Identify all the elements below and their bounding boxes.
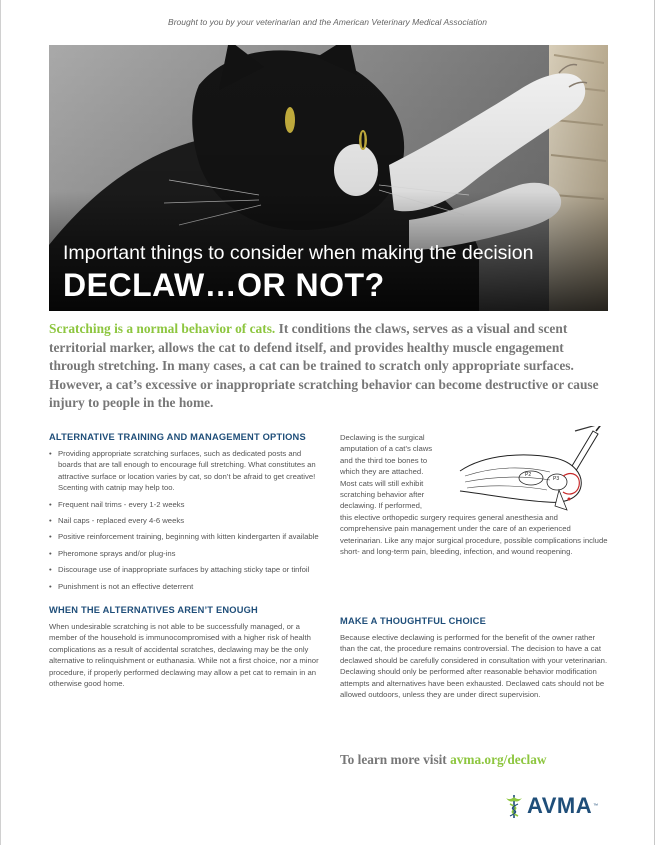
learn-more-link[interactable]: avma.org/declaw bbox=[450, 752, 547, 767]
list-item: • Positive reinforcement training, beginning with kitten kindergarten if available bbox=[49, 531, 321, 542]
list-item: • Discourage use of inappropriate surfaces by attaching sticky tape or tinfoil bbox=[49, 564, 321, 575]
learn-more bbox=[340, 752, 546, 768]
avma-wordmark: AVMA bbox=[527, 793, 593, 818]
p2-label: P2 bbox=[525, 472, 532, 478]
declawing-line: Declawing is the surgical bbox=[340, 433, 425, 442]
list-item: • Nail caps - replaced every 4-6 weeks bbox=[49, 515, 321, 526]
right-column bbox=[340, 432, 608, 700]
declawing-line: and the third toe bones to bbox=[340, 455, 428, 465]
trademark-symbol: ™ bbox=[593, 803, 599, 809]
left-column bbox=[49, 432, 321, 690]
intro-lead: Scratching is a normal behavior of cats. bbox=[49, 321, 276, 336]
declawing-line: Most cats will still exhibit bbox=[340, 478, 424, 488]
hero-title: DECLAW…OR NOT? bbox=[63, 267, 385, 303]
thoughtful-heading: MAKE A THOUGHTFUL CHOICE bbox=[340, 616, 486, 626]
list-item: • Punishment is not an effective deterrent bbox=[49, 581, 321, 592]
alternatives-list bbox=[49, 448, 321, 592]
list-item: • Frequent nail trims - every 1-2 weeks bbox=[49, 499, 321, 510]
declawing-line: declawing. If performed, bbox=[340, 501, 423, 511]
caduceus-icon bbox=[504, 793, 524, 819]
intro-paragraph bbox=[49, 320, 609, 413]
not-enough-body: When undesirable scratching is not able to be successfully managed, or a member of the household is immunocompromised with a higher risk of health complications as a result of accidental scratches, declawing may be the only alternative to relinquishment or euthanasia. While not a first choice, nor a minor procedure, if properly performed declawing may allow a pet cat to remain in an otherwise good home. bbox=[49, 622, 319, 689]
header-credit: Brought to you by your veterinarian and the American Veterinary Medical Association bbox=[168, 17, 487, 27]
learn-more-prefix: To learn more visit bbox=[340, 752, 451, 767]
declawing-rest: this elective orthopedic surgery requires general anesthesia and comprehensive pain management under the care of an experienced veterinarian. Like any major surgical procedure, possible complications include short- and long-term pain, bleeding, infection, and wound reopening. bbox=[340, 512, 608, 557]
list-item: • Pheromone sprays and/or plug-ins bbox=[49, 548, 321, 559]
claw-anatomy-illustration bbox=[455, 426, 615, 526]
avma-logo bbox=[504, 793, 598, 819]
hero-banner bbox=[49, 45, 608, 311]
not-enough-heading: WHEN THE ALTERNATIVES AREN’T ENOUGH bbox=[49, 605, 258, 616]
thoughtful-body: Because elective declawing is performed for the benefit of the owner rather than the cat, the procedure remains controversial. The decision to have a cat declawed should be carefully considered in consultation with your veterinarian. Declawing should only be performed after reasonable behavior modification attempts and alternatives have been exhausted. Declawed cats should not be allowed outdoors, unless they are under direct supervision. bbox=[340, 633, 608, 700]
declawing-line: scratching behavior after bbox=[340, 490, 425, 500]
declawing-section bbox=[340, 432, 608, 604]
alternatives-heading: ALTERNATIVE TRAINING AND MANAGEMENT OPTIONS bbox=[49, 432, 306, 442]
intro-body: It conditions the claws, serves as a visual and scent territorial marker, allows the cat to defend itself, and provides healthy muscle engagement through stretching. In many cases, a cat can be trained to scratch only appropriate surfaces. However, a cat’s excessive or inappropriate scratching behavior can become destructive or cause injury to people in the home. bbox=[49, 321, 599, 410]
declawing-line: amputation of a cat’s claws bbox=[340, 444, 433, 454]
p3-label: P3 bbox=[553, 476, 560, 482]
hero-subtitle: Important things to consider when making the decision bbox=[63, 242, 534, 264]
list-item: • Providing appropriate scratching surfaces, such as dedicated posts and boards that are tall enough to encourage full stretching. What constitutes an attractive surface or location varies by cat, so don’t be afraid to get creative! Scenting with catnip may help too. bbox=[49, 448, 321, 494]
declawing-line: which they are attached. bbox=[340, 467, 424, 477]
